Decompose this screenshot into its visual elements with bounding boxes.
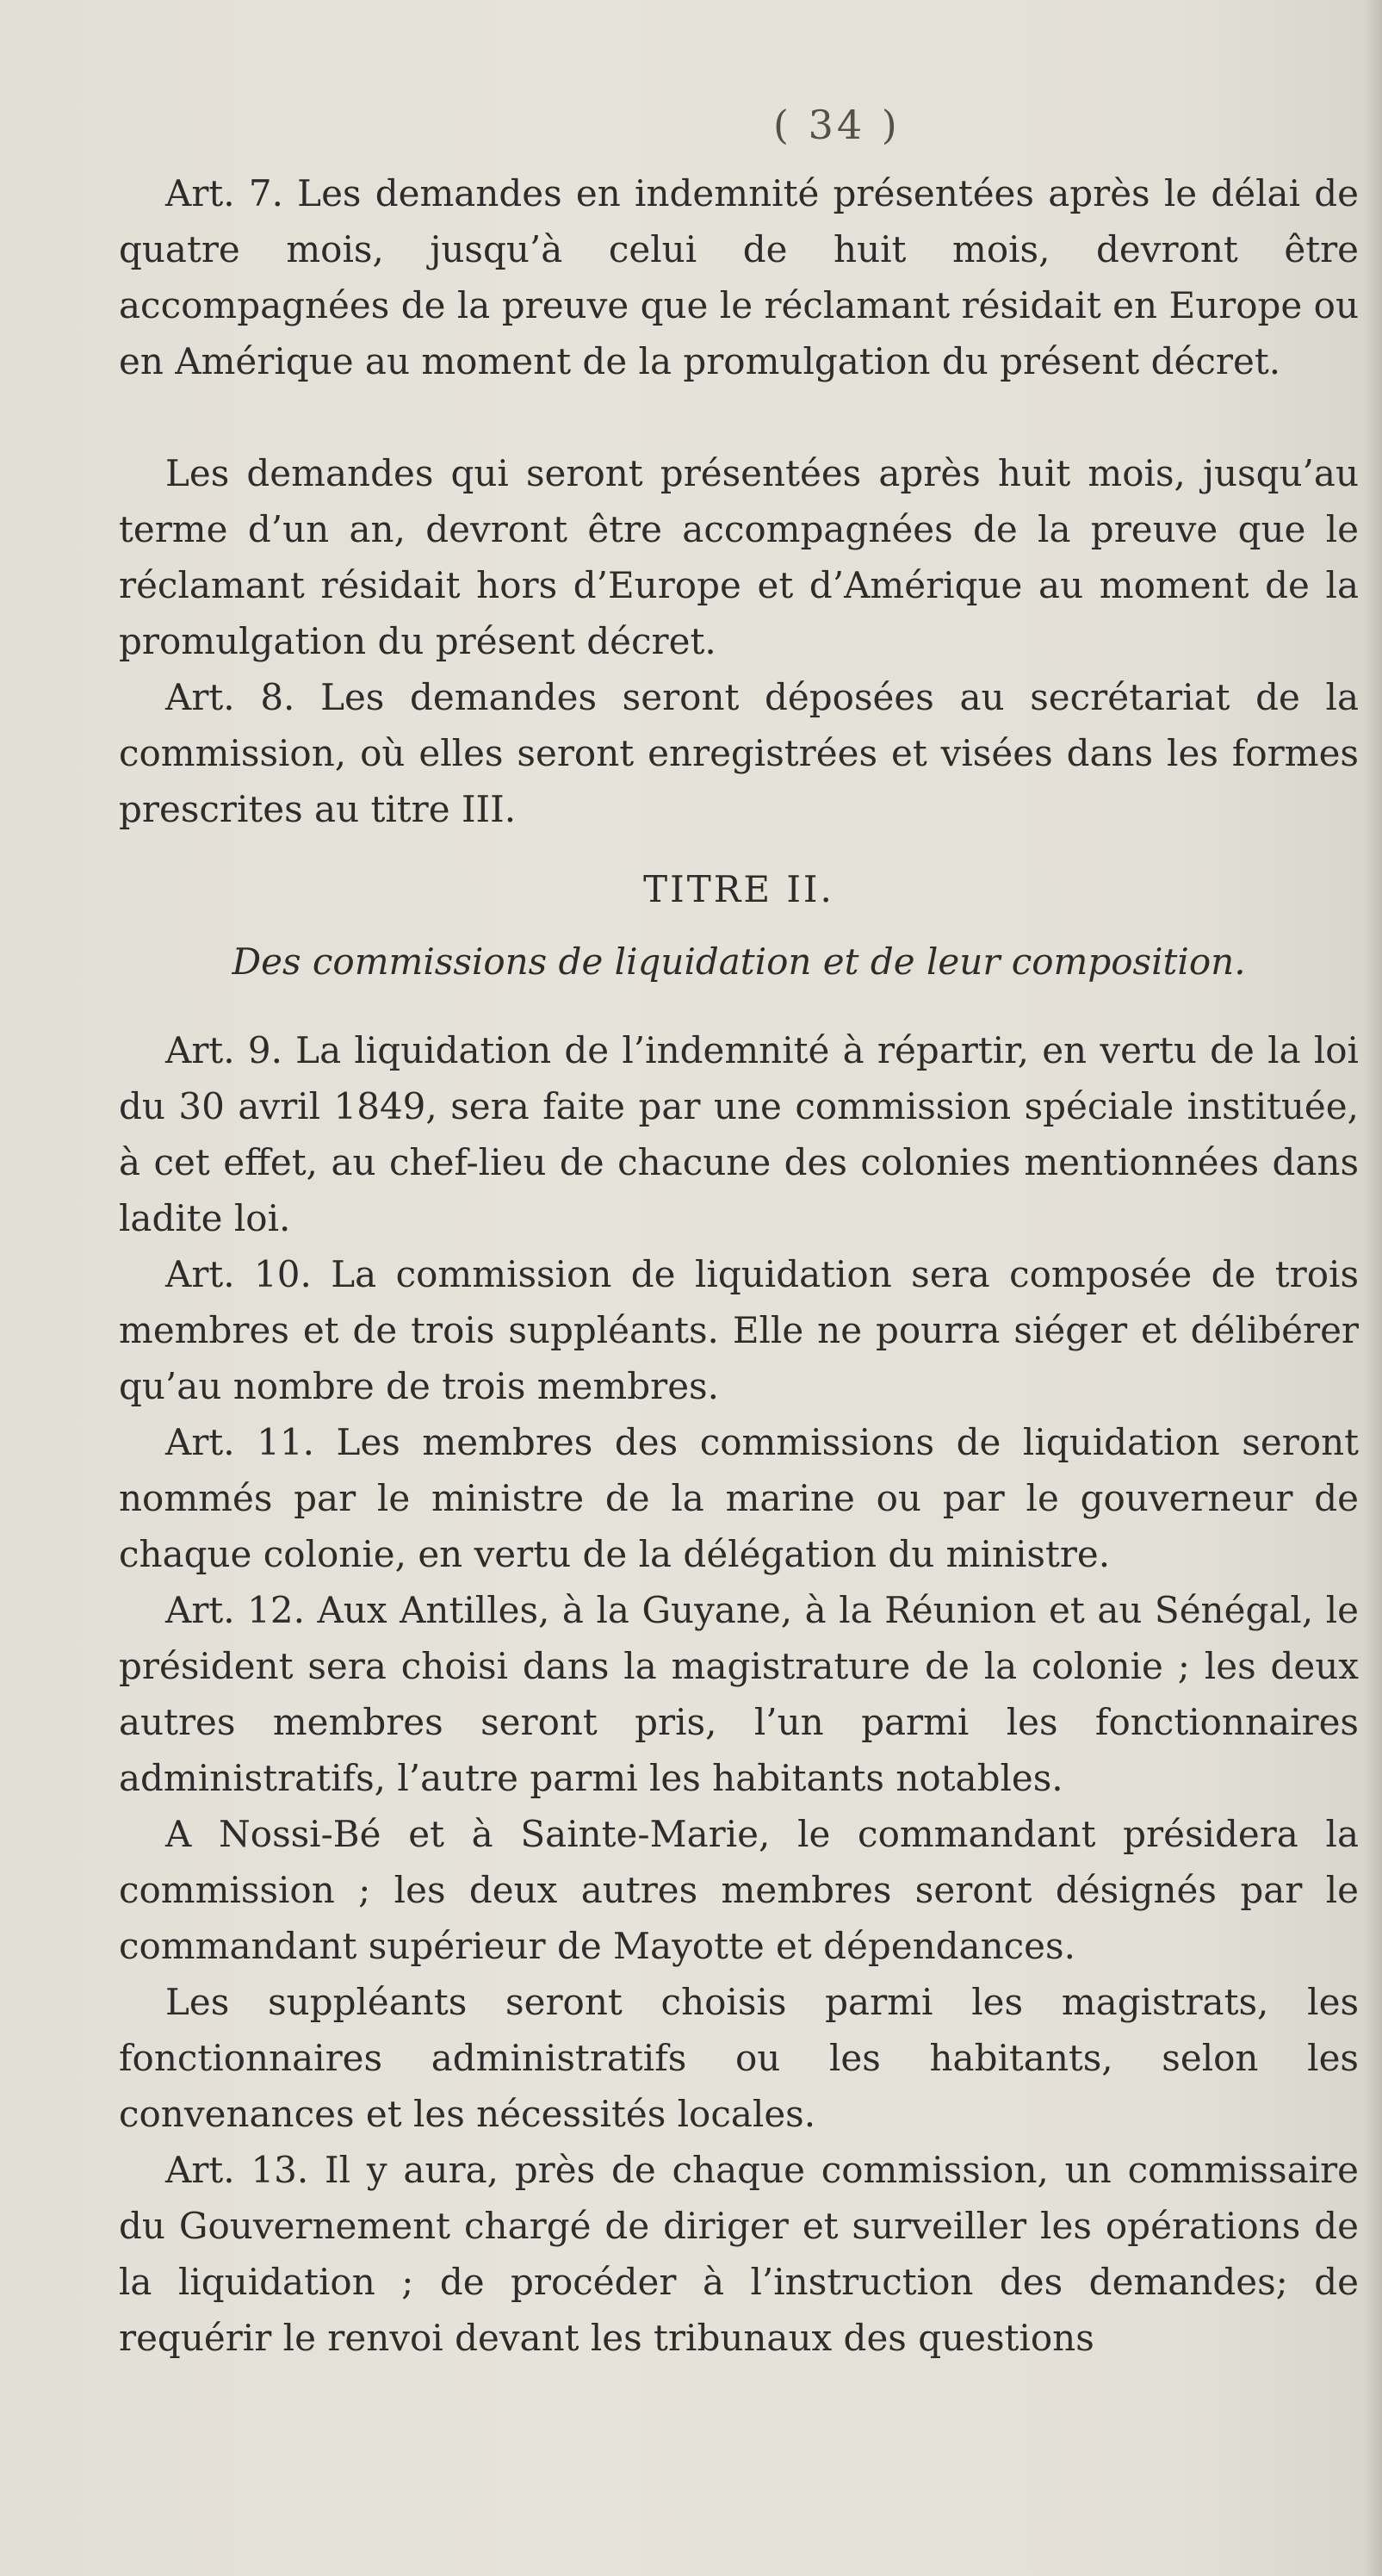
paragraph-suppleants: Les suppléants seront choisis parmi les magistrats, les fonctionnaires administratifs ou les habitants, selon les convenances et les nécessités locales. — [119, 1981, 1359, 2135]
section-subtitle: Des commissions de liquidation et de leur composition. — [232, 940, 1246, 983]
paragraph-art-11: Art. 11. Les membres des commissions de liquidation seront nommés par le ministre de la marine ou par le gouverneur de chaque colonie, en vertu de la délégation du ministre. — [119, 1421, 1359, 1575]
paragraph-art-10: Art. 10. La commission de liquidation sera composée de trois membres et de trois suppléants. Elle ne pourra siéger et délibérer qu’au nombre de trois membres. — [119, 1253, 1359, 1407]
page-number: ( 34 ) — [773, 102, 901, 148]
paragraph-art-8: Art. 8. Les demandes seront déposées au secrétariat de la commission, où elles seront enregistrées et visées dans les formes prescrites au titre III. — [119, 676, 1359, 830]
paragraph-nossi-be: A Nossi-Bé et à Sainte-Marie, le commandant présidera la commission ; les deux autres membres seront désignés par le commandant supérieur de Mayotte et dépendances. — [119, 1813, 1359, 1967]
section-title: TITRE II. — [643, 868, 834, 910]
paragraph-art-7-continued: Les demandes qui seront présentées après huit mois, jusqu’au terme d’un an, devront être accompagnées de la preuve que le réclamant résidait hors d’Europe et d’Amérique au moment de la promulgation du présent décret. — [119, 452, 1359, 662]
paragraph-art-7: Art. 7. Les demandes en indemnité présentées après le délai de quatre mois, jusqu’à celui de huit mois, devront être accompagnées de la preuve que le réclamant résidait en Europe ou en Amérique au moment de la promulgation du présent décret. — [119, 172, 1359, 382]
paragraph-art-13: Art. 13. Il y aura, près de chaque commission, un commissaire du Gouvernement chargé de diriger et surveiller les opérations de la liquidation ; de procéder à l’instruction des demandes; de requérir le renvoi devant les tribunaux des questions — [119, 2149, 1359, 2359]
page-edge-shadow — [1363, 0, 1382, 2576]
paragraph-art-9: Art. 9. La liquidation de l’indemnité à répartir, en vertu de la loi du 30 avril 1849, sera faite par une commission spéciale instituée, à cet effet, au chef-lieu de chacune des colonies mentionnées dans ladite loi. — [119, 1029, 1359, 1239]
paragraph-art-12: Art. 12. Aux Antilles, à la Guyane, à la Réunion et au Sénégal, le président sera choisi dans la magistrature de la colonie ; les deux autres membres seront pris, l’un parmi les fonctionnaires administratifs, l’autre parmi les habitants notables. — [119, 1589, 1359, 1799]
